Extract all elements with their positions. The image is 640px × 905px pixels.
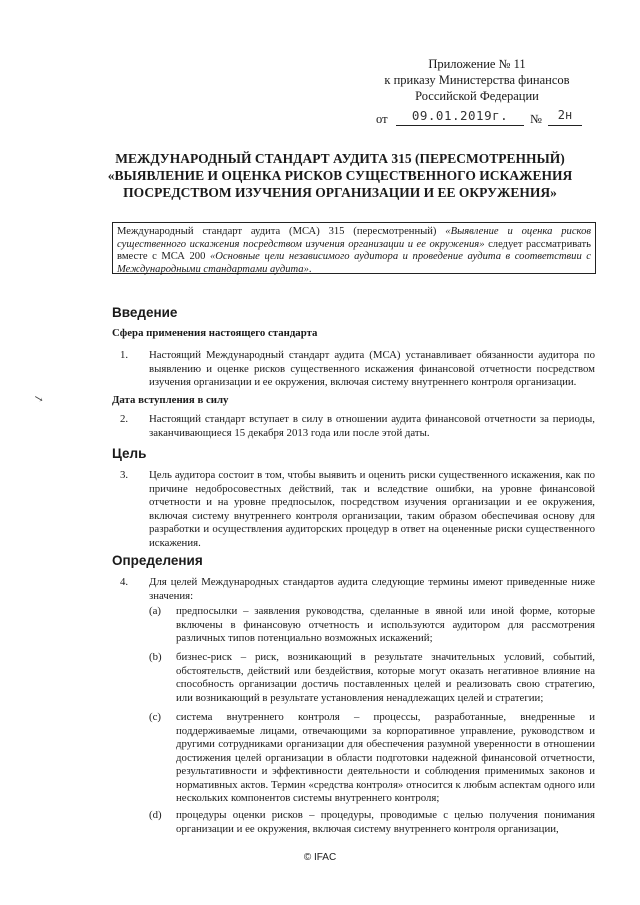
title-line-1: МЕЖДУНАРОДНЫЙ СТАНДАРТ АУДИТА 315 (ПЕРЕСМОТРЕННЫЙ) bbox=[115, 151, 565, 166]
notice-text-2: следует рассматривать вместе с МСА 200 bbox=[117, 238, 591, 263]
subheading-effective-date: Дата вступления в силу bbox=[112, 394, 229, 406]
paragraph-4: Для целей Международных стандартов аудита следующие термины имеют приведенные ниже значения: bbox=[149, 576, 595, 602]
title-line-3: ПОСРЕДСТВОМ ИЗУЧЕНИЯ ОРГАНИЗАЦИИ И ЕЕ ОКРУЖЕНИЯ» bbox=[123, 185, 557, 200]
order-date: 09.01.2019г. bbox=[396, 108, 524, 126]
definition-label-b: (b) bbox=[149, 651, 162, 663]
section-heading-definitions: Определения bbox=[112, 553, 203, 568]
document-title bbox=[100, 150, 580, 201]
notice-text-1: Международный стандарт аудита (МСА) 315 (пересмотренный) bbox=[117, 226, 446, 237]
section-heading-objective: Цель bbox=[112, 446, 147, 461]
definition-a: предпосылки – заявления руководства, сделанные в явной или иной форме, которые включены в финансовую отчетность и используются аудитором для рассмотрения различных типов потенциально возможных искажений; bbox=[176, 605, 595, 644]
definition-d: процедуры оценки рисков – процедуры, проводимые с целью получения понимания организации и ее окружения, включая систему внутреннего контроля организации, bbox=[176, 809, 595, 835]
order-number: 2н bbox=[548, 108, 582, 126]
definition-c: система внутреннего контроля – процессы, разработанные, внедренные и поддерживаемые лицами, отвечающими за корпоративное управление, руководством и другими сотрудниками организации для обеспечения разумной уверенности в отношении достижения целей организации в области подготовки надежной финансовой отчетности, результативности и эффективности деятельности и соблюдения применимых законов и нормативных актов. Термин «средства контроля» относится к любым аспектам одного или нескольких компонентов системы внутреннего контроля; bbox=[176, 711, 595, 804]
notice-italic-2: «Основные цели независимого аудитора и проведение аудита в соответствии с Международными стандартами аудита» bbox=[117, 251, 592, 275]
definition-b: бизнес-риск – риск, возникающий в результате значительных условий, событий, обстоятельств, действий или бездействия, которые могут оказать негативное влияние на способность организации достичь поставленных целей и реализовать свою стратегию, или возникающий в результате установления ненадлежащих целей и стратегии; bbox=[176, 651, 595, 704]
paragraph-number-4: 4. bbox=[120, 576, 129, 588]
appendix-line-1: Приложение № 11 bbox=[428, 57, 526, 71]
notice-box bbox=[112, 222, 596, 274]
appendix-block bbox=[372, 56, 582, 104]
paragraph-number-1: 1. bbox=[120, 349, 129, 361]
subheading-scope: Сфера применения настоящего стандарта bbox=[112, 327, 318, 339]
appendix-line-2: к приказу Министерства финансов bbox=[384, 73, 570, 87]
definition-label-a: (a) bbox=[149, 605, 161, 617]
number-prefix: № bbox=[530, 112, 542, 126]
paragraph-number-2: 2. bbox=[120, 413, 129, 425]
footer-copyright: © IFAC bbox=[303, 852, 337, 863]
date-prefix: от bbox=[376, 112, 388, 126]
paragraph-1: Настоящий Международный стандарт аудита (МСА) устанавливает обязанности аудитора по выявлению и оценке рисков существенного искажения финансовой отчетности посредством изучения организации и ее окружения, включая систему внутреннего контроля организации. bbox=[149, 349, 595, 388]
appendix-line-3: Российской Федерации bbox=[415, 89, 539, 103]
paragraph-number-3: 3. bbox=[120, 469, 129, 481]
section-heading-intro: Введение bbox=[112, 305, 178, 320]
margin-mark: ↘ bbox=[32, 391, 45, 406]
paragraph-2: Настоящий стандарт вступает в силу в отношении аудита финансовой отчетности за периоды, заканчивающиеся 15 декабря 2013 года или после этой даты. bbox=[149, 413, 595, 439]
definition-label-c: (c) bbox=[149, 711, 161, 723]
paragraph-3: Цель аудитора состоит в том, чтобы выявить и оценить риски существенного искажения, как по причине недобросовестных действий, так и вследствие ошибки, на уровне финансовой отчетности и на уровне предпосылок, посредством изучения организации и ее окружения, включая систему внутреннего контроля организации, таким образом обеспечивая основу для разработки и осуществления аудиторских процедур в ответ на оцененные риски существенного искажения. bbox=[149, 469, 595, 549]
notice-italic-1: «Выявление и оценка рисков существенного искажения посредством изучения организации и ее окружения» bbox=[117, 226, 591, 250]
order-date-number bbox=[374, 108, 584, 128]
definition-label-d: (d) bbox=[149, 809, 162, 821]
title-line-2: «ВЫЯВЛЕНИЕ И ОЦЕНКА РИСКОВ СУЩЕСТВЕННОГО ИСКАЖЕНИЯ bbox=[107, 168, 573, 183]
notice-text-3: . bbox=[308, 263, 312, 275]
